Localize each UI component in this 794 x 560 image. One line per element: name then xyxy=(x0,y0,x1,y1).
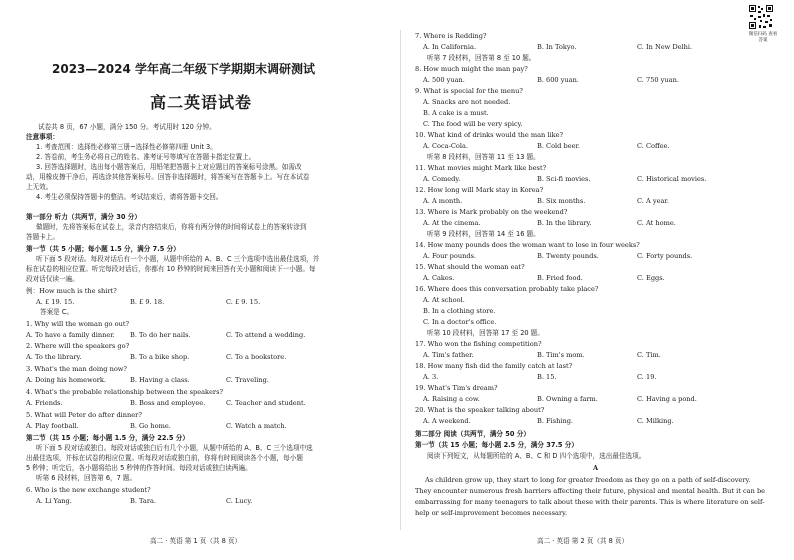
question-text: 8. How much might the man pay? xyxy=(415,65,528,73)
question-text: 20. What is the speaker talking about? xyxy=(415,406,545,414)
option-a: A. Comedy. xyxy=(423,175,461,183)
option-a: A. Raising a cow. xyxy=(423,395,480,403)
option-a: A. Four pounds. xyxy=(423,252,477,260)
question-text: 12. How long will Mark stay in Korea? xyxy=(415,186,544,194)
question-text: 2. Where will the speakers go? xyxy=(26,342,130,350)
part1-heading: 第一部分 听力（共两节，满分 30 分） xyxy=(26,213,141,221)
option-b: B. Twenty pounds. xyxy=(537,252,599,260)
part2-heading: 第二部分 阅读（共两节，满分 50 分） xyxy=(415,430,530,438)
option-a: A. Tim's father. xyxy=(423,351,474,359)
question-text: 1. Why will the woman go out? xyxy=(26,320,130,328)
example-option-c: C. £ 9. 15. xyxy=(226,298,261,306)
note-line: 1. 考查范围：选择性必修第三册~选择性必修第四册 Unit 3。 xyxy=(36,143,217,151)
material-note: 听第 9 段材料，回答第 14 至 16 题。 xyxy=(427,230,540,238)
option-b: B. Sci-fi movies. xyxy=(537,175,591,183)
material-note: 听第 7 段材料，回答第 8 至 10 题。 xyxy=(427,54,536,62)
option-a: A. At school. xyxy=(423,296,465,304)
option-a: A. At the cinema. xyxy=(423,219,481,227)
example-question: 例：How much is the shirt? xyxy=(26,287,117,295)
option-a: A. A weekend. xyxy=(423,417,471,425)
section1-intro-line: 段对话仅读一遍。 xyxy=(26,275,79,283)
option-a: A. Coca-Cola. xyxy=(423,142,468,150)
page-footer: 高二 · 英语 第 1 页（共 8 页） xyxy=(150,537,242,545)
option-b: B. Having a class. xyxy=(130,376,190,384)
option-c: C. Tim. xyxy=(637,351,661,359)
option-a: A. 3. xyxy=(423,373,439,381)
option-a: A. Li Yang. xyxy=(36,497,72,505)
option-c: C. In a doctor's office. xyxy=(423,318,497,326)
option-c: C. 750 yuan. xyxy=(637,76,679,84)
material-note: 听第 6 段材料，回答第 6，7 题。 xyxy=(36,474,137,482)
question-text: 10. What kind of drinks would the man like? xyxy=(415,131,564,139)
option-a: A. Doing his homework. xyxy=(26,376,106,384)
option-b: B. To a bike shop. xyxy=(130,353,190,361)
option-b: B. 600 yuan. xyxy=(537,76,579,84)
question-text: 6. Who is the new exchange student? xyxy=(26,486,151,494)
question-text: 17. Who won the fishing competition? xyxy=(415,340,542,348)
note-line: 动，用橡皮擦干净后，再选涂其他答案标号。回答非选择题时，将答案写在答题卡上。写在本试卷 xyxy=(26,173,310,181)
option-c: C. In New Delhi. xyxy=(637,43,693,51)
option-a: A. 500 yuan. xyxy=(423,76,465,84)
qr-label: 微信扫码 查看答案 xyxy=(748,32,778,43)
example-answer: 答案是 C。 xyxy=(40,308,74,316)
option-c: C. The food will be very spicy. xyxy=(423,120,523,128)
question-text: 7. Where is Redding? xyxy=(415,32,487,40)
option-a: A. In California. xyxy=(423,43,477,51)
example-option-a: A. £ 19. 15. xyxy=(36,298,75,306)
section2-heading: 第二节（共 15 小题；每小题 1.5 分，满分 22.5 分） xyxy=(26,434,189,442)
option-c: C. Forty pounds. xyxy=(637,252,693,260)
option-b: B. Boss and employee. xyxy=(130,399,206,407)
section1-heading: 第一节（共 5 小题；每小题 1.5 分，满分 7.5 分） xyxy=(26,245,180,253)
option-b: B. To do her nails. xyxy=(130,331,191,339)
note-line: 4. 考生必须保持答题卡的整洁。考试结束后，请将答题卡交回。 xyxy=(36,193,223,201)
material-note: 听第 8 段材料，回答第 11 至 13 题。 xyxy=(427,153,540,161)
option-c: C. To a bookstore. xyxy=(226,353,287,361)
option-b: B. Tim's mom. xyxy=(537,351,585,359)
option-c: C. Having a pond. xyxy=(637,395,697,403)
option-b: B. Cold beer. xyxy=(537,142,581,150)
option-b: B. Six months. xyxy=(537,197,586,205)
option-b: B. In the library. xyxy=(537,219,592,227)
question-text: 14. How many pounds does the woman want to lose in four weeks? xyxy=(415,241,640,249)
option-b: B. Tara. xyxy=(130,497,157,505)
question-text: 9. What is special for the menu? xyxy=(415,87,523,95)
option-b: B. In a clothing store. xyxy=(423,307,496,315)
option-a: A. To the library. xyxy=(26,353,82,361)
option-b: B. Owning a farm. xyxy=(537,395,598,403)
option-a: A. Cakes. xyxy=(423,274,455,282)
option-b: B. Go home. xyxy=(130,422,171,430)
option-b: B. 15. xyxy=(537,373,557,381)
passage-label: A xyxy=(593,464,599,472)
option-c: C. Milking. xyxy=(637,417,674,425)
page-footer: 高二 · 英语 第 2 页（共 8 页） xyxy=(537,537,629,545)
passage-line: help or self-improvement becomes necessary. xyxy=(415,509,568,517)
note-line: 2. 答卷前，考生务必将自己的姓名、准考证号等填写在答题卡指定位置上。 xyxy=(36,153,256,161)
option-b: B. In Tokyo. xyxy=(537,43,577,51)
section1-intro-line: 标在试卷的相应位置。听完每段对话后，你都有 10 秒钟的时间来回答有关小题和阅读下一小题。每 xyxy=(26,265,316,273)
question-text: 4. What's the probable relationship between the speakers? xyxy=(26,388,223,396)
notes-heading: 注意事项： xyxy=(26,133,59,141)
question-text: 15. What should the woman eat? xyxy=(415,263,525,271)
note-line: 上无效。 xyxy=(26,183,53,191)
option-b: B. Fried food. xyxy=(537,274,583,282)
option-c: C. Teacher and student. xyxy=(226,399,306,407)
passage-line: embarrassing for many teenagers to talk about these with their parents. This is where literature on self- xyxy=(415,498,765,506)
option-a: A. Snacks are not needed. xyxy=(423,98,511,106)
question-text: 11. What movies might Mark like best? xyxy=(415,164,547,172)
option-c: C. Watch a match. xyxy=(226,422,287,430)
note-line: 3. 回答选择题时，选出每小题答案后，用铅笔把答题卡上对应题目的答案标号涂黑。如需改 xyxy=(36,163,302,171)
option-c: C. To attend a wedding. xyxy=(226,331,306,339)
option-c: C. Traveling. xyxy=(226,376,269,384)
option-c: C. Coffee. xyxy=(637,142,670,150)
passage-line: They encounter numerous fresh barriers affecting their future, physical and mental health. But it can be xyxy=(415,487,766,495)
option-a: A. A month. xyxy=(423,197,463,205)
question-text: 19. What's Tim's dream? xyxy=(415,384,498,392)
right-page xyxy=(397,0,794,560)
option-b: B. Fishing. xyxy=(537,417,574,425)
part1-intro-line: 做题时，先将答案标在试卷上，录音内容结束后，你将有两分钟的时间将试卷上的答案转涂到 xyxy=(36,223,307,231)
option-a: A. Friends. xyxy=(26,399,63,407)
section2-intro-line: 5 秒钟；听完后，各小题将给出 5 秒钟的作答时间。每段对话或独白读两遍。 xyxy=(26,464,252,472)
part1-intro-line: 答题卡上。 xyxy=(26,233,59,241)
option-a: A. To have a family dinner. xyxy=(26,331,115,339)
question-text: 5. What will Peter do after dinner? xyxy=(26,411,142,419)
option-a: A. Play football. xyxy=(26,422,79,430)
passage-line: As children grow up, they start to long for greater freedom as they go on a path of self-discovery. xyxy=(425,476,751,484)
option-c: C. Lucy. xyxy=(226,497,253,505)
subject-title: 高二英语试卷 xyxy=(150,93,253,112)
part2-section1-intro: 阅读下列短文，从每题所给的 A、B、C 和 D 四个选项中，选出最佳选项。 xyxy=(427,452,646,460)
option-c: C. 19. xyxy=(637,373,657,381)
option-b: B. A cake is a must. xyxy=(423,109,489,117)
example-option-b: B. £ 9. 18. xyxy=(130,298,165,306)
material-note: 听第 10 段材料，回答第 17 至 20 题。 xyxy=(427,329,544,337)
part2-section1-heading: 第一节（共 15 小题；每小题 2.5 分，满分 37.5 分） xyxy=(415,441,578,449)
section2-intro-line: 听下面 5 段对话或独白。每段对话或独白后有几个小题，从题中所给的 A、B、C 三个选项中选 xyxy=(36,444,313,452)
question-text: 13. Where is Mark probably on the weekend? xyxy=(415,208,568,216)
question-text: 18. How many fish did the family catch at last? xyxy=(415,362,573,370)
option-c: C. Historical movies. xyxy=(637,175,707,183)
question-text: 3. What's the man doing now? xyxy=(26,365,127,373)
option-c: C. A year. xyxy=(637,197,669,205)
question-text: 16. Where does this conversation probably take place? xyxy=(415,285,599,293)
option-c: C. Eggs. xyxy=(637,274,665,282)
exam-title: 2023—2024 学年高二年级下学期期末调研测试 xyxy=(52,62,315,76)
intro-line: 试卷共 8 页，67 小题，满分 150 分。考试用时 120 分钟。 xyxy=(38,123,216,131)
option-c: C. At home. xyxy=(637,219,676,227)
section1-intro-line: 听下面 5 段对话。每段对话后有一个小题，从题中所给的 A、B、C 三个选项中选出最佳选项，并 xyxy=(36,255,320,263)
section2-intro-line: 出最佳选项，并标在试卷的相应位置。听每段对话或独白前，你将有时间阅读各个小题，每小题 xyxy=(26,454,303,462)
